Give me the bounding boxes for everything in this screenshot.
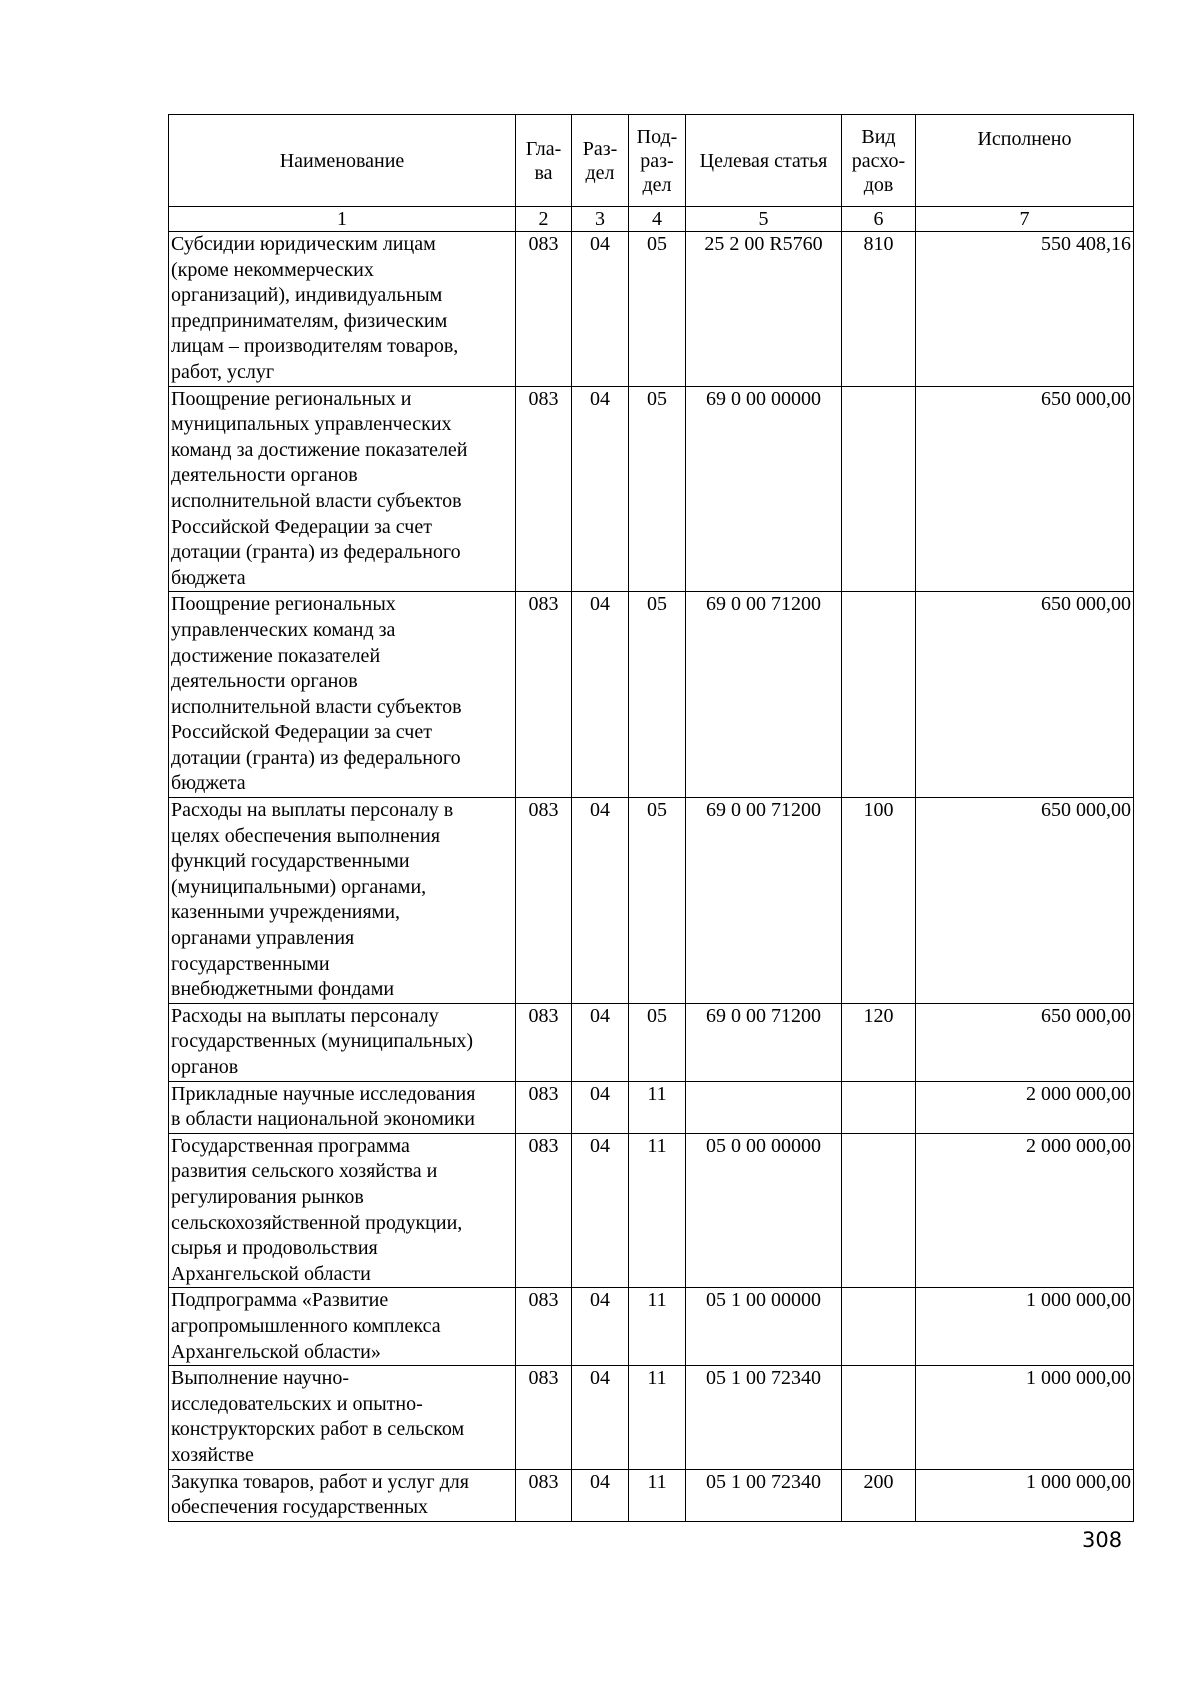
table-row (169, 1366, 1134, 1469)
row-subsection: 05 (629, 592, 686, 798)
row-target: 05 0 00 00000 (686, 1133, 842, 1288)
column-number: 1 (169, 207, 516, 232)
row-executed: 650 000,00 (916, 798, 1134, 1004)
column-number-row (169, 207, 1134, 232)
column-number: 6 (842, 207, 916, 232)
row-section: 04 (572, 798, 629, 1004)
row-name: Поощрение региональных управленческих команд за достижение показателей деятельности органов исполнительной власти субъектов Российской Федерации за счет дотации (гранта) из федерального бюджета (169, 592, 516, 798)
row-chapter: 083 (516, 232, 572, 387)
row-expense-type: 200 (842, 1469, 916, 1521)
header-chapter: Гла- ва (516, 115, 572, 207)
header-name: Наименование (169, 115, 516, 207)
header-row (169, 115, 1134, 207)
row-chapter: 083 (516, 1081, 572, 1133)
row-section: 04 (572, 1366, 629, 1469)
row-name: Субсидии юридическим лицам (кроме некоммерческих организаций), индивидуальным предпринимателям, физическим лицам – производителям товаров, работ, услуг (169, 232, 516, 387)
row-name: Выполнение научно- исследовательских и опытно- конструкторских работ в сельском хозяйстве (169, 1366, 516, 1469)
header-section: Раз- дел (572, 115, 629, 207)
column-number: 4 (629, 207, 686, 232)
row-executed: 1 000 000,00 (916, 1366, 1134, 1469)
row-chapter: 083 (516, 1469, 572, 1521)
row-section: 04 (572, 1081, 629, 1133)
row-section: 04 (572, 232, 629, 387)
row-name: Расходы на выплаты персоналу в целях обеспечения выполнения функций государственными (муниципальными) органами, казенными учреждениями, органами управления государственными внебюджетными фондами (169, 798, 516, 1004)
row-section: 04 (572, 1133, 629, 1288)
page-number: 308 (1082, 1528, 1123, 1552)
row-chapter: 083 (516, 1288, 572, 1366)
row-target: 69 0 00 71200 (686, 592, 842, 798)
row-name: Закупка товаров, работ и услуг для обеспечения государственных (169, 1469, 516, 1521)
row-name: Прикладные научные исследования в области национальной экономики (169, 1081, 516, 1133)
table-row (169, 798, 1134, 1004)
row-expense-type (842, 386, 916, 592)
row-target (686, 1081, 842, 1133)
row-section: 04 (572, 1003, 629, 1081)
row-executed: 650 000,00 (916, 1003, 1134, 1081)
row-expense-type: 810 (842, 232, 916, 387)
row-subsection: 05 (629, 798, 686, 1004)
row-expense-type: 100 (842, 798, 916, 1004)
row-subsection: 05 (629, 1003, 686, 1081)
header-subsection: Под- раз- дел (629, 115, 686, 207)
row-expense-type (842, 1366, 916, 1469)
header-expense-type: Вид расхо- дов (842, 115, 916, 207)
row-subsection: 11 (629, 1288, 686, 1366)
row-target: 69 0 00 71200 (686, 1003, 842, 1081)
row-section: 04 (572, 1469, 629, 1521)
table-row (169, 232, 1134, 387)
header-target: Целевая статья (686, 115, 842, 207)
row-subsection: 11 (629, 1469, 686, 1521)
header-executed: Исполнено (916, 115, 1134, 207)
column-number: 7 (916, 207, 1134, 232)
row-expense-type (842, 592, 916, 798)
row-subsection: 11 (629, 1133, 686, 1288)
row-chapter: 083 (516, 1366, 572, 1469)
row-expense-type (842, 1081, 916, 1133)
row-target: 05 1 00 72340 (686, 1366, 842, 1469)
row-expense-type: 120 (842, 1003, 916, 1081)
table-row (169, 1469, 1134, 1521)
table-row (169, 1288, 1134, 1366)
row-name: Поощрение региональных и муниципальных управленческих команд за достижение показателей деятельности органов исполнительной власти субъектов Российской Федерации за счет дотации (гранта) из федерального бюджета (169, 386, 516, 592)
row-chapter: 083 (516, 1003, 572, 1081)
row-section: 04 (572, 1288, 629, 1366)
row-expense-type (842, 1133, 916, 1288)
row-executed: 2 000 000,00 (916, 1133, 1134, 1288)
column-number: 2 (516, 207, 572, 232)
budget-table (168, 114, 1134, 1522)
row-subsection: 11 (629, 1366, 686, 1469)
row-name: Государственная программа развития сельского хозяйства и регулирования рынков сельскохозяйственной продукции, сырья и продовольствия Архангельской области (169, 1133, 516, 1288)
row-executed: 1 000 000,00 (916, 1288, 1134, 1366)
row-executed: 550 408,16 (916, 232, 1134, 387)
table-row (169, 592, 1134, 798)
row-chapter: 083 (516, 386, 572, 592)
row-target: 69 0 00 71200 (686, 798, 842, 1004)
table-row (169, 1133, 1134, 1288)
row-chapter: 083 (516, 592, 572, 798)
row-executed: 650 000,00 (916, 592, 1134, 798)
column-number: 3 (572, 207, 629, 232)
row-chapter: 083 (516, 1133, 572, 1288)
table-row (169, 1081, 1134, 1133)
row-executed: 650 000,00 (916, 386, 1134, 592)
table-row (169, 386, 1134, 592)
row-target: 69 0 00 00000 (686, 386, 842, 592)
column-number: 5 (686, 207, 842, 232)
row-name: Подпрограмма «Развитие агропромышленного комплекса Архангельской области» (169, 1288, 516, 1366)
row-expense-type (842, 1288, 916, 1366)
row-section: 04 (572, 386, 629, 592)
row-target: 05 1 00 00000 (686, 1288, 842, 1366)
row-subsection: 05 (629, 386, 686, 592)
row-executed: 2 000 000,00 (916, 1081, 1134, 1133)
table-row (169, 1003, 1134, 1081)
row-subsection: 05 (629, 232, 686, 387)
row-target: 25 2 00 R5760 (686, 232, 842, 387)
row-executed: 1 000 000,00 (916, 1469, 1134, 1521)
row-name: Расходы на выплаты персоналу государственных (муниципальных) органов (169, 1003, 516, 1081)
row-target: 05 1 00 72340 (686, 1469, 842, 1521)
row-section: 04 (572, 592, 629, 798)
row-chapter: 083 (516, 798, 572, 1004)
row-subsection: 11 (629, 1081, 686, 1133)
